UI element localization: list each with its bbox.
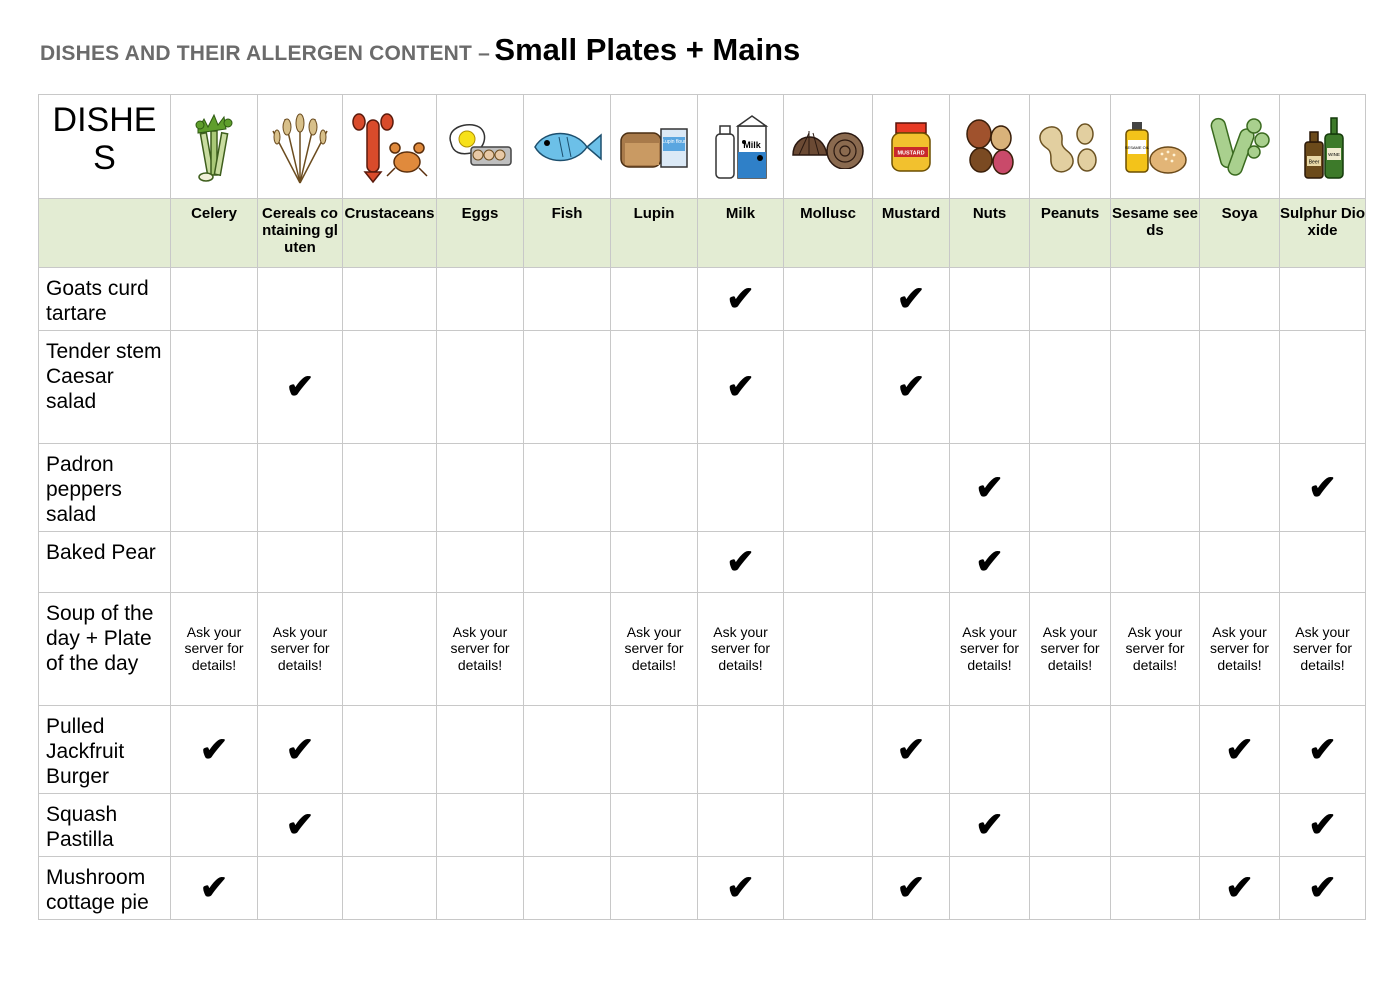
- milk-icon: [698, 95, 784, 199]
- check-icon: ✔: [726, 368, 755, 406]
- allergen-label: Celery: [171, 199, 258, 268]
- allergen-cell: [1111, 593, 1200, 706]
- allergen-cell: [873, 857, 950, 920]
- allergen-cell: [950, 268, 1030, 331]
- allergen-cell: [171, 268, 258, 331]
- allergen-cell: [1111, 532, 1200, 593]
- mustard-label: MUSTARD: [897, 150, 925, 156]
- allergen-cell: [343, 331, 437, 444]
- page-title: [40, 32, 800, 72]
- allergen-cell: [611, 444, 698, 532]
- allergen-cell: [1111, 444, 1200, 532]
- allergen-cell: [698, 268, 784, 331]
- check-icon: ✔: [1225, 730, 1254, 769]
- table-row: [39, 794, 1366, 857]
- allergen-cell: [784, 268, 873, 331]
- allergen-cell: [1200, 331, 1280, 444]
- allergen-cell: [343, 268, 437, 331]
- allergen-cell: [524, 794, 611, 857]
- allergen-cell: [258, 593, 343, 706]
- allergen-cell: [171, 444, 258, 532]
- allergen-cell: [1030, 444, 1111, 532]
- allergen-cell: [1280, 331, 1366, 444]
- check-icon: ✔: [896, 869, 926, 907]
- table-row: [39, 706, 1366, 794]
- allergen-label: Fish: [524, 199, 611, 268]
- check-icon: ✔: [1308, 730, 1337, 769]
- ask-server-note: Ask your server for details!: [710, 623, 771, 673]
- allergen-cell: [1111, 268, 1200, 331]
- sesame-icon: [1111, 95, 1200, 199]
- dish-name: Pulled Jackfruit Burger: [39, 706, 171, 794]
- allergen-cell: [171, 857, 258, 920]
- allergen-cell: [343, 706, 437, 794]
- fish-icon: [524, 95, 611, 199]
- ask-server-note: Ask your server for details!: [959, 623, 1020, 673]
- ask-server-note: Ask your server for details!: [1209, 623, 1270, 673]
- eggs-icon: [437, 95, 524, 199]
- allergen-cell: [1280, 268, 1366, 331]
- allergen-cell: [698, 331, 784, 444]
- allergen-cell: [171, 532, 258, 593]
- milk-label: Milk: [742, 139, 761, 150]
- allergen-cell: [1280, 794, 1366, 857]
- allergen-label: Eggs: [437, 199, 524, 268]
- allergen-cell: [784, 593, 873, 706]
- ask-server-note: Ask your server for details!: [1040, 623, 1100, 673]
- peanuts-icon: [1030, 95, 1111, 199]
- allergen-cell: [873, 444, 950, 532]
- ask-server-note: Ask your server for details!: [1125, 623, 1185, 673]
- allergen-cell: [950, 532, 1030, 593]
- allergen-label: Mollusc: [784, 199, 873, 268]
- allergen-cell: [258, 331, 343, 444]
- check-icon: ✔: [285, 806, 315, 844]
- allergen-cell: [950, 794, 1030, 857]
- allergen-cell: [437, 268, 524, 331]
- allergen-cell: [873, 331, 950, 444]
- allergen-cell: [1200, 706, 1280, 794]
- allergen-cell: [524, 706, 611, 794]
- dish-name: Padron peppers salad: [39, 444, 171, 532]
- allergen-cell: [258, 706, 343, 794]
- soya-icon: [1200, 95, 1280, 199]
- allergen-cell: [437, 857, 524, 920]
- icon-row: [39, 95, 1366, 199]
- ask-server-note: Ask your server for details!: [270, 623, 330, 673]
- ask-server-note: Ask your server for details!: [624, 623, 684, 673]
- allergen-cell: [437, 331, 524, 444]
- table-row: [39, 444, 1366, 532]
- allergen-cell: [258, 444, 343, 532]
- sesame-oil-label: SESAME OIL: [1124, 144, 1150, 150]
- allergen-cell: [437, 794, 524, 857]
- allergen-cell: [611, 794, 698, 857]
- allergen-label: Lupin: [611, 199, 698, 268]
- allergen-cell: [784, 444, 873, 532]
- nuts-icon: [950, 95, 1030, 199]
- check-icon: ✔: [896, 280, 926, 318]
- allergen-cell: [1030, 268, 1111, 331]
- wine-label: WINE: [1327, 151, 1340, 157]
- allergen-cell: [873, 268, 950, 331]
- allergen-cell: [1280, 444, 1366, 532]
- allergen-cell: [784, 857, 873, 920]
- allergen-cell: [343, 593, 437, 706]
- allergen-cell: [437, 706, 524, 794]
- dish-name: Squash Pastilla: [39, 794, 171, 857]
- allergen-label: Crustaceans: [343, 199, 437, 268]
- check-icon: ✔: [1225, 869, 1254, 907]
- dish-name: Tender stem Caesar salad: [39, 331, 171, 444]
- title-prefix: DISHES AND THEIR ALLERGEN CONTENT –: [40, 42, 490, 65]
- check-icon: ✔: [1308, 869, 1337, 907]
- allergen-cell: [873, 532, 950, 593]
- mustard-icon: [873, 95, 950, 199]
- allergen-cell: [343, 857, 437, 920]
- allergen-cell: [873, 593, 950, 706]
- allergen-label: Cereals containing gluten: [258, 199, 343, 268]
- celery-icon: [171, 95, 258, 199]
- allergen-cell: [950, 444, 1030, 532]
- wheat-icon: [258, 95, 343, 199]
- allergen-cell: [1280, 857, 1366, 920]
- table-row: [39, 532, 1366, 593]
- check-icon: ✔: [726, 543, 755, 581]
- table-row: [39, 593, 1366, 706]
- title-main: Small Plates + Mains: [494, 32, 801, 67]
- allergen-cell: [1030, 593, 1111, 706]
- allergen-label: Milk: [698, 199, 784, 268]
- allergen-cell: [1030, 331, 1111, 444]
- lupin-flour-icon: [611, 95, 698, 199]
- allergen-cell: [950, 706, 1030, 794]
- check-icon: ✔: [285, 368, 315, 406]
- ask-server-note: Ask your server for details!: [1292, 623, 1353, 673]
- allergen-cell: [950, 593, 1030, 706]
- allergen-cell: [698, 794, 784, 857]
- check-icon: ✔: [726, 280, 755, 318]
- allergen-cell: [784, 331, 873, 444]
- allergen-cell: [611, 593, 698, 706]
- allergen-cell: [784, 532, 873, 593]
- allergen-cell: [258, 532, 343, 593]
- allergen-cell: [611, 532, 698, 593]
- allergen-label: Mustard: [873, 199, 950, 268]
- allergen-cell: [784, 706, 873, 794]
- allergen-cell: [698, 857, 784, 920]
- allergen-cell: [873, 794, 950, 857]
- allergen-cell: [1030, 532, 1111, 593]
- allergen-cell: [524, 593, 611, 706]
- allergen-cell: [437, 593, 524, 706]
- allergen-cell: [171, 331, 258, 444]
- allergen-cell: [1111, 706, 1200, 794]
- allergen-cell: [611, 331, 698, 444]
- allergen-cell: [1030, 857, 1111, 920]
- allergen-label-row: [39, 199, 1366, 268]
- check-icon: ✔: [896, 730, 926, 769]
- allergen-cell: [343, 794, 437, 857]
- dish-name: Goats curd tartare: [39, 268, 171, 331]
- check-icon: ✔: [199, 869, 229, 907]
- allergen-cell: [611, 268, 698, 331]
- allergen-label: Nuts: [950, 199, 1030, 268]
- allergen-cell: [698, 593, 784, 706]
- allergen-cell: [1280, 706, 1366, 794]
- dish-name: Mushroom cottage pie: [39, 857, 171, 920]
- table-row: [39, 268, 1366, 331]
- check-icon: ✔: [285, 730, 315, 769]
- check-icon: ✔: [726, 869, 755, 907]
- allergen-cell: [698, 532, 784, 593]
- allergen-cell: [1200, 857, 1280, 920]
- allergen-cell: [258, 794, 343, 857]
- check-icon: ✔: [1308, 806, 1337, 844]
- allergen-cell: [1111, 331, 1200, 444]
- allergen-label: Soya: [1200, 199, 1280, 268]
- check-icon: ✔: [199, 730, 229, 769]
- dish-name: Soup of the day + Plate of the day: [39, 593, 171, 706]
- check-icon: ✔: [975, 806, 1004, 844]
- allergen-cell: [343, 444, 437, 532]
- allergen-label: Sesame seeds: [1111, 199, 1200, 268]
- ask-server-note: Ask your server for details!: [184, 623, 244, 673]
- allergen-cell: [873, 706, 950, 794]
- lupin-flour-label: Lupin flour: [662, 138, 686, 145]
- label-row-corner: [39, 199, 171, 268]
- allergen-cell: [784, 794, 873, 857]
- allergen-cell: [1280, 593, 1366, 706]
- allergen-cell: [950, 331, 1030, 444]
- allergen-table: [38, 94, 1366, 920]
- crustaceans-icon: [343, 95, 437, 199]
- allergen-cell: [611, 706, 698, 794]
- allergen-cell: [1200, 532, 1280, 593]
- mollusc-icon: [784, 95, 873, 199]
- check-icon: ✔: [975, 468, 1004, 507]
- table-row: [39, 331, 1366, 444]
- check-icon: ✔: [1308, 468, 1337, 507]
- allergen-cell: [524, 857, 611, 920]
- allergen-cell: [171, 593, 258, 706]
- allergen-cell: [1111, 794, 1200, 857]
- allergen-cell: [343, 532, 437, 593]
- allergen-label: Peanuts: [1030, 199, 1111, 268]
- allergen-cell: [611, 857, 698, 920]
- dishes-header: DISHES: [39, 95, 171, 199]
- table-row: [39, 857, 1366, 920]
- sulphur-dioxide-icon: [1280, 95, 1366, 199]
- allergen-cell: [524, 331, 611, 444]
- allergen-cell: [1030, 706, 1111, 794]
- dish-rows: [39, 268, 1366, 920]
- allergen-cell: [258, 857, 343, 920]
- allergen-cell: [524, 268, 611, 331]
- allergen-cell: [437, 444, 524, 532]
- allergen-cell: [698, 444, 784, 532]
- allergen-cell: [950, 857, 1030, 920]
- allergen-cell: [1200, 444, 1280, 532]
- allergen-cell: [1200, 593, 1280, 706]
- allergen-cell: [258, 268, 343, 331]
- ask-server-note: Ask your server for details!: [450, 623, 510, 673]
- allergen-cell: [1111, 857, 1200, 920]
- allergen-cell: [1030, 794, 1111, 857]
- allergen-cell: [1200, 794, 1280, 857]
- allergen-cell: [437, 532, 524, 593]
- allergen-cell: [1200, 268, 1280, 331]
- allergen-label: Sulphur Dioxide: [1280, 199, 1366, 268]
- dish-name: Baked Pear: [39, 532, 171, 593]
- allergen-cell: [524, 444, 611, 532]
- allergen-cell: [698, 706, 784, 794]
- allergen-cell: [171, 794, 258, 857]
- beer-label: Beer: [1308, 159, 1319, 165]
- allergen-cell: [171, 706, 258, 794]
- allergen-cell: [1280, 532, 1366, 593]
- check-icon: ✔: [896, 368, 926, 406]
- allergen-cell: [524, 532, 611, 593]
- check-icon: ✔: [975, 543, 1004, 581]
